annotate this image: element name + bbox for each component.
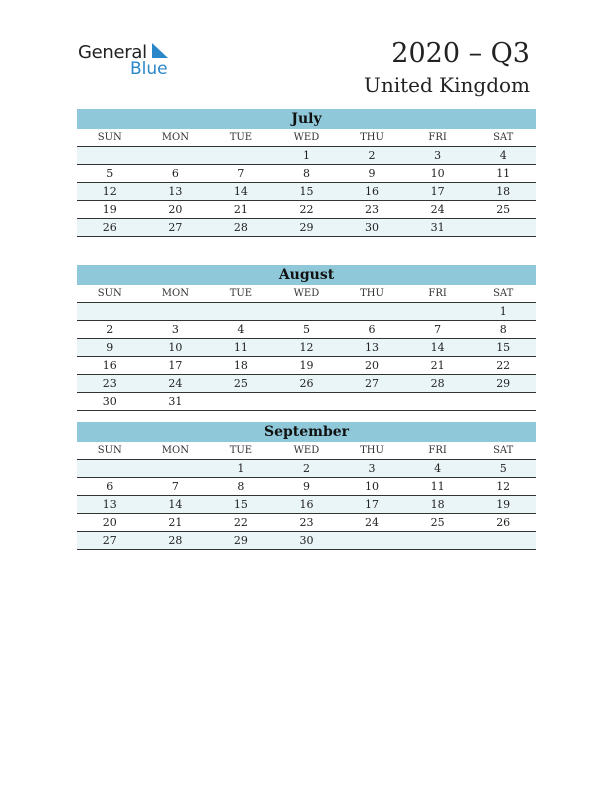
day-cell: 3 (143, 321, 209, 339)
month-header: August (77, 265, 536, 285)
week-row (77, 339, 536, 357)
day-cell: 27 (339, 375, 405, 393)
weekday-header-row (77, 129, 536, 147)
day-cell: 18 (208, 357, 274, 375)
day-cell: 15 (274, 183, 340, 201)
day-cell: 4 (470, 147, 536, 165)
weekday-label: SAT (470, 129, 536, 147)
day-cell: 8 (208, 478, 274, 496)
day-cell: 26 (77, 219, 143, 237)
day-cell (405, 393, 471, 411)
day-cell: 29 (470, 375, 536, 393)
week-row (77, 357, 536, 375)
week-row (77, 183, 536, 201)
day-cell: 8 (274, 165, 340, 183)
week-row (77, 321, 536, 339)
weekday-label: FRI (405, 129, 471, 147)
logo-triangle-icon (150, 43, 170, 59)
day-cell: 15 (208, 496, 274, 514)
day-cell: 28 (405, 375, 471, 393)
day-cell (470, 393, 536, 411)
day-cell (339, 303, 405, 321)
month-header: September (77, 422, 536, 442)
day-cell: 9 (339, 165, 405, 183)
day-cell: 5 (274, 321, 340, 339)
day-cell: 19 (77, 201, 143, 219)
day-cell: 23 (339, 201, 405, 219)
day-cell: 5 (470, 460, 536, 478)
day-cell: 18 (470, 183, 536, 201)
day-cell: 6 (339, 321, 405, 339)
day-cell: 23 (77, 375, 143, 393)
day-cell: 20 (77, 514, 143, 532)
week-row (77, 201, 536, 219)
day-cell: 14 (208, 183, 274, 201)
weekday-label: SAT (470, 442, 536, 460)
month-grid (77, 129, 536, 237)
day-cell: 30 (274, 532, 340, 550)
month-grid (77, 285, 536, 411)
day-cell (77, 460, 143, 478)
day-cell: 26 (274, 375, 340, 393)
day-cell: 16 (77, 357, 143, 375)
day-cell: 6 (77, 478, 143, 496)
week-row (77, 147, 536, 165)
day-cell (470, 532, 536, 550)
day-cell: 28 (143, 532, 209, 550)
weekday-label: THU (339, 129, 405, 147)
day-cell (208, 147, 274, 165)
week-row (77, 514, 536, 532)
day-cell: 29 (208, 532, 274, 550)
week-row (77, 393, 536, 411)
day-cell: 3 (405, 147, 471, 165)
day-cell: 8 (470, 321, 536, 339)
day-cell: 9 (274, 478, 340, 496)
day-cell: 27 (143, 219, 209, 237)
day-cell: 13 (339, 339, 405, 357)
weekday-header-row (77, 285, 536, 303)
day-cell: 10 (143, 339, 209, 357)
day-cell: 22 (470, 357, 536, 375)
day-cell: 21 (208, 201, 274, 219)
day-cell: 31 (143, 393, 209, 411)
week-row (77, 219, 536, 237)
logo-text-general: General (78, 42, 147, 63)
weekday-label: WED (274, 442, 340, 460)
day-cell (77, 303, 143, 321)
day-cell: 9 (77, 339, 143, 357)
logo-text-blue: Blue (130, 59, 168, 79)
day-cell: 24 (339, 514, 405, 532)
weekday-label: WED (274, 129, 340, 147)
day-cell: 3 (339, 460, 405, 478)
day-cell: 26 (470, 514, 536, 532)
day-cell: 2 (339, 147, 405, 165)
week-row (77, 532, 536, 550)
week-row (77, 303, 536, 321)
month-grid (77, 442, 536, 550)
weekday-label: SUN (77, 129, 143, 147)
day-cell: 2 (77, 321, 143, 339)
week-row (77, 496, 536, 514)
weekday-label: THU (339, 285, 405, 303)
day-cell: 14 (143, 496, 209, 514)
day-cell: 25 (405, 514, 471, 532)
day-cell: 11 (208, 339, 274, 357)
day-cell (143, 147, 209, 165)
day-cell: 30 (77, 393, 143, 411)
day-cell: 17 (143, 357, 209, 375)
weekday-label: FRI (405, 285, 471, 303)
day-cell: 14 (405, 339, 471, 357)
day-cell: 7 (405, 321, 471, 339)
day-cell: 18 (405, 496, 471, 514)
day-cell (470, 219, 536, 237)
day-cell (339, 532, 405, 550)
day-cell: 23 (274, 514, 340, 532)
month-july (77, 109, 536, 237)
generalblue-logo (78, 40, 178, 80)
weekday-label: TUE (208, 285, 274, 303)
day-cell (405, 532, 471, 550)
day-cell: 20 (339, 357, 405, 375)
day-cell: 12 (470, 478, 536, 496)
weekday-label: TUE (208, 442, 274, 460)
day-cell: 21 (143, 514, 209, 532)
day-cell: 19 (470, 496, 536, 514)
day-cell: 12 (274, 339, 340, 357)
day-cell: 16 (274, 496, 340, 514)
day-cell: 29 (274, 219, 340, 237)
day-cell: 22 (274, 201, 340, 219)
week-row (77, 165, 536, 183)
day-cell (208, 393, 274, 411)
day-cell (77, 147, 143, 165)
day-cell: 24 (143, 375, 209, 393)
day-cell: 10 (339, 478, 405, 496)
day-cell: 1 (274, 147, 340, 165)
day-cell: 25 (470, 201, 536, 219)
day-cell: 24 (405, 201, 471, 219)
day-cell: 11 (470, 165, 536, 183)
weekday-label: MON (143, 129, 209, 147)
day-cell: 12 (77, 183, 143, 201)
day-cell: 15 (470, 339, 536, 357)
weekday-label: SUN (77, 285, 143, 303)
day-cell (143, 303, 209, 321)
week-row (77, 478, 536, 496)
day-cell (143, 460, 209, 478)
day-cell: 28 (208, 219, 274, 237)
day-cell: 30 (339, 219, 405, 237)
day-cell: 1 (208, 460, 274, 478)
day-cell: 20 (143, 201, 209, 219)
day-cell: 19 (274, 357, 340, 375)
weekday-label: TUE (208, 129, 274, 147)
page-title: 2020 – Q3 (391, 38, 530, 69)
page-subtitle: United Kingdom (364, 73, 530, 97)
day-cell (208, 303, 274, 321)
weekday-label: WED (274, 285, 340, 303)
day-cell: 2 (274, 460, 340, 478)
weekday-label: SUN (77, 442, 143, 460)
month-august (77, 265, 536, 411)
month-september (77, 422, 536, 550)
day-cell (339, 393, 405, 411)
day-cell: 22 (208, 514, 274, 532)
week-row (77, 460, 536, 478)
day-cell: 7 (143, 478, 209, 496)
day-cell: 5 (77, 165, 143, 183)
weekday-header-row (77, 442, 536, 460)
weekday-label: FRI (405, 442, 471, 460)
weekday-label: SAT (470, 285, 536, 303)
weekday-label: THU (339, 442, 405, 460)
day-cell: 25 (208, 375, 274, 393)
day-cell (274, 393, 340, 411)
day-cell: 13 (143, 183, 209, 201)
day-cell (274, 303, 340, 321)
day-cell (405, 303, 471, 321)
day-cell: 16 (339, 183, 405, 201)
day-cell: 1 (470, 303, 536, 321)
weekday-label: MON (143, 285, 209, 303)
day-cell: 27 (77, 532, 143, 550)
day-cell: 11 (405, 478, 471, 496)
day-cell: 6 (143, 165, 209, 183)
weekday-label: MON (143, 442, 209, 460)
month-header: July (77, 109, 536, 129)
day-cell: 4 (405, 460, 471, 478)
day-cell: 31 (405, 219, 471, 237)
day-cell: 10 (405, 165, 471, 183)
day-cell: 4 (208, 321, 274, 339)
day-cell: 21 (405, 357, 471, 375)
day-cell: 17 (405, 183, 471, 201)
day-cell: 7 (208, 165, 274, 183)
day-cell: 17 (339, 496, 405, 514)
day-cell: 13 (77, 496, 143, 514)
week-row (77, 375, 536, 393)
